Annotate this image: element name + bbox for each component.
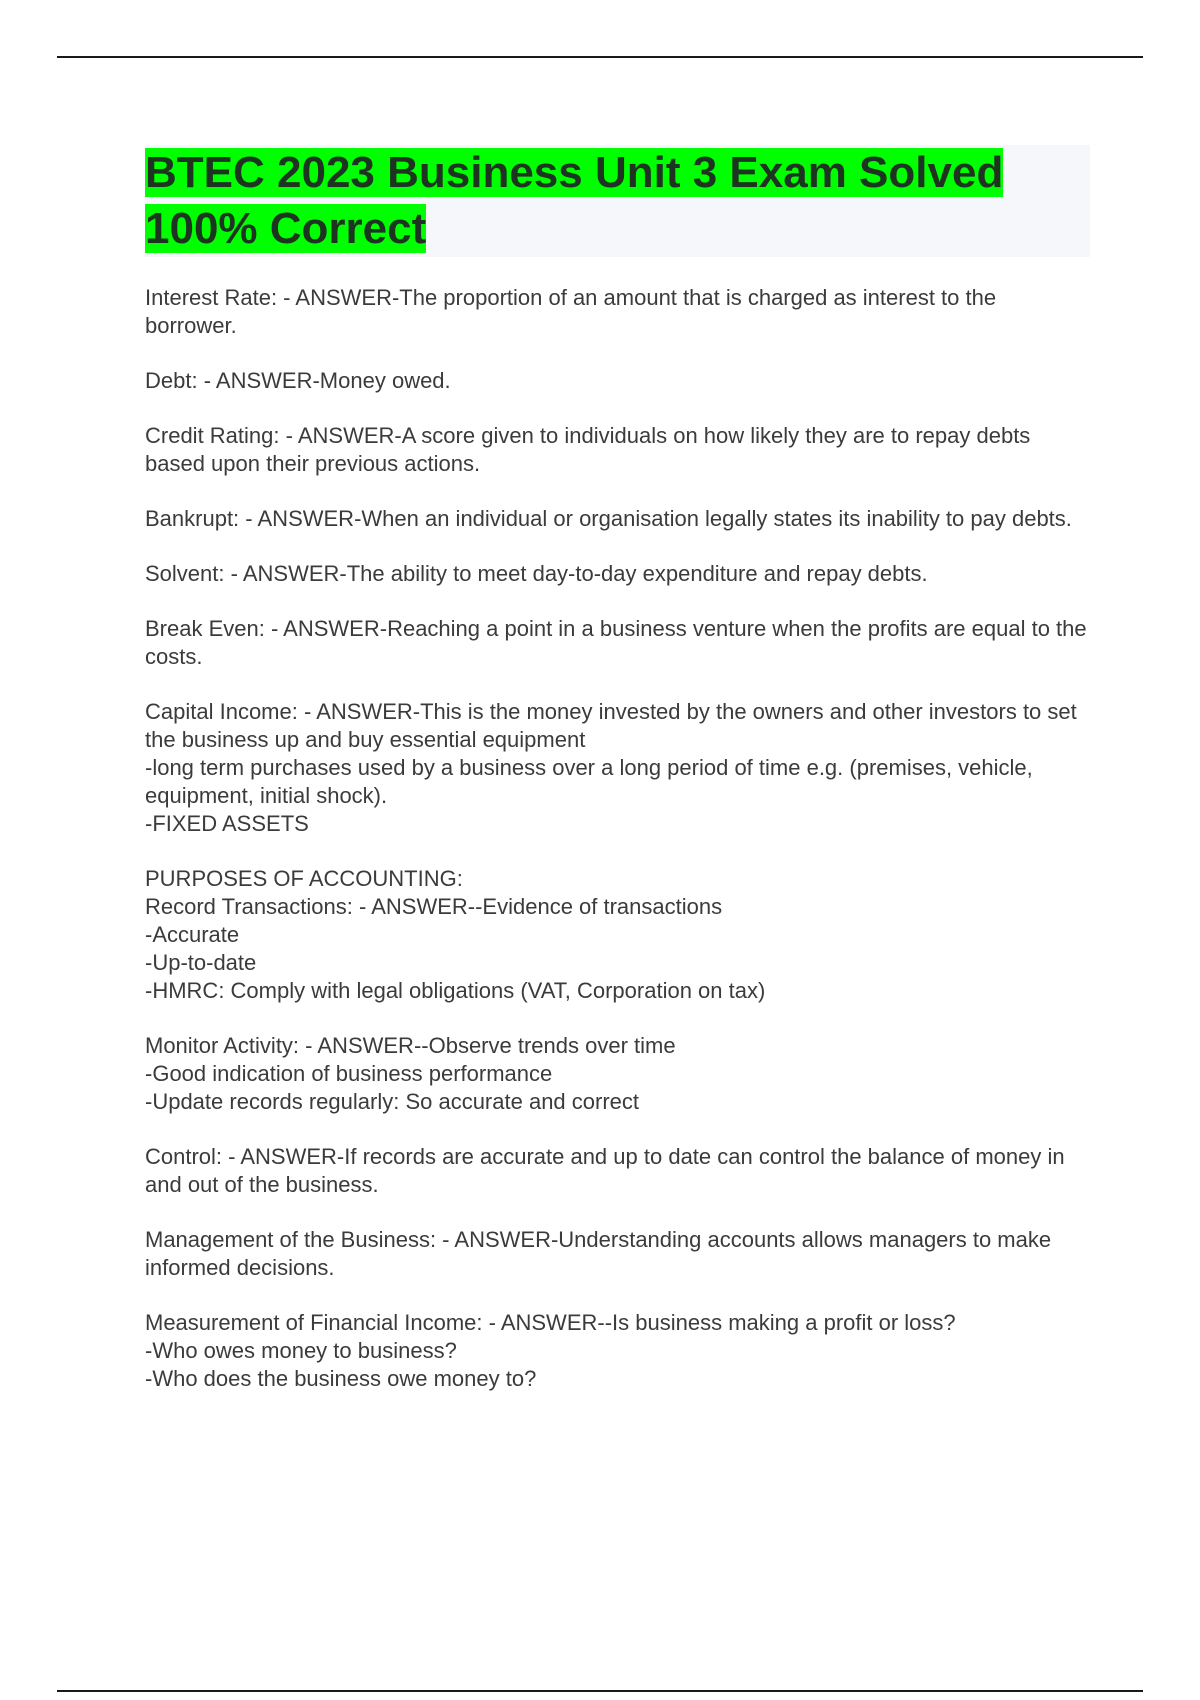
entry-term-line: Credit Rating: - ANSWER-A score given to individuals on how likely they are to repay debts based upon their previous actions. — [145, 423, 1037, 476]
qa-entry — [145, 422, 1090, 478]
entry-detail-line: -long term purchases used by a business over a long period of time e.g. (premises, vehicle, equipment, initial shock). — [145, 755, 1039, 808]
top-rule — [57, 56, 1143, 58]
qa-entry — [145, 698, 1090, 838]
entry-term-line: Measurement of Financial Income: - ANSWER--Is business making a profit or loss? — [145, 1310, 956, 1335]
entry-term-line: Management of the Business: - ANSWER-Understanding accounts allows managers to make informed decisions. — [145, 1227, 1058, 1280]
qa-entry — [145, 1226, 1090, 1282]
qa-entry — [145, 1032, 1090, 1116]
entry-detail-line: -HMRC: Comply with legal obligations (VAT, Corporation on tax) — [145, 978, 766, 1003]
qa-entry — [145, 367, 1090, 395]
entry-detail-line: -Who owes money to business? — [145, 1338, 457, 1363]
entry-term-line: Interest Rate: - ANSWER-The proportion of an amount that is charged as interest to the borrower. — [145, 285, 1003, 338]
entry-detail-line: -FIXED ASSETS — [145, 811, 309, 836]
entry-detail-line: -Update records regularly: So accurate and correct — [145, 1089, 640, 1114]
entry-term-line: Bankrupt: - ANSWER-When an individual or organisation legally states its inability to pay debts. — [145, 506, 1072, 531]
entry-term-line: Break Even: - ANSWER-Reaching a point in a business venture when the profits are equal to the costs. — [145, 616, 1093, 669]
entry-list — [145, 284, 1093, 1393]
qa-entry — [145, 505, 1090, 533]
qa-entry — [145, 865, 1090, 1005]
title-text: BTEC 2023 Business Unit 3 Exam Solved 100% Correct — [145, 148, 1004, 253]
qa-entry — [145, 284, 1090, 340]
document-title — [145, 145, 1090, 257]
title-block — [145, 145, 1090, 257]
entry-detail-line: Record Transactions: - ANSWER--Evidence of transactions — [145, 894, 723, 919]
entry-detail-line: -Who does the business owe money to? — [145, 1366, 537, 1391]
qa-entry — [145, 1143, 1090, 1199]
bottom-rule — [57, 1690, 1143, 1692]
entry-detail-line: -Accurate — [145, 922, 240, 947]
entry-term-line: Debt: - ANSWER-Money owed. — [145, 368, 451, 393]
entry-term-line: PURPOSES OF ACCOUNTING: — [145, 866, 463, 891]
entry-term-line: Monitor Activity: - ANSWER--Observe trends over time — [145, 1033, 676, 1058]
entry-detail-line: -Up-to-date — [145, 950, 257, 975]
qa-entry — [145, 560, 1090, 588]
entry-term-line: Solvent: - ANSWER-The ability to meet day-to-day expenditure and repay debts. — [145, 561, 928, 586]
qa-entry — [145, 615, 1093, 671]
entry-term-line: Control: - ANSWER-If records are accurate and up to date can control the balance of money in and out of the business. — [145, 1144, 1071, 1197]
entry-term-line: Capital Income: - ANSWER-This is the money invested by the owners and other investors to set the business up and buy essential equipment — [145, 699, 1083, 752]
qa-entry — [145, 1309, 1090, 1393]
entry-detail-line: -Good indication of business performance — [145, 1061, 553, 1086]
document-body — [145, 145, 1093, 1420]
